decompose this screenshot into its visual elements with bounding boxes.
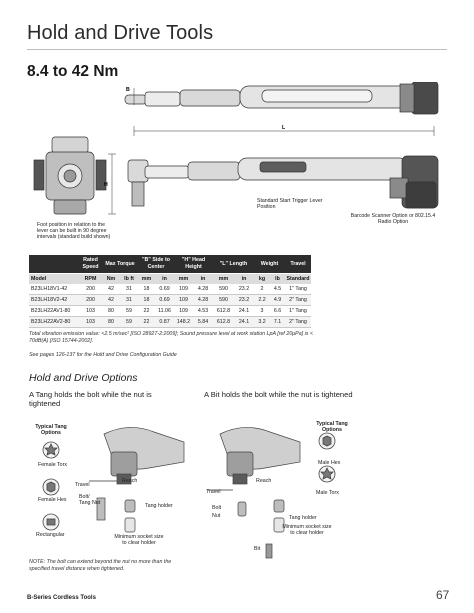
tang-parts bbox=[97, 498, 135, 532]
bit-travel-label: Travel bbox=[206, 489, 221, 495]
table-cell: 4.28 bbox=[193, 284, 213, 295]
table-cell: 22 bbox=[138, 317, 155, 328]
table-cell: 200 bbox=[79, 284, 102, 295]
table-cell: 0.87 bbox=[155, 317, 174, 328]
table-cell: 0.69 bbox=[155, 284, 174, 295]
unit-model: Model bbox=[29, 274, 79, 285]
page-number: 67 bbox=[436, 588, 450, 602]
table-cell: 4.9 bbox=[270, 295, 285, 306]
table-cell: 42 bbox=[102, 284, 120, 295]
dim-label-b: B bbox=[126, 87, 130, 93]
table-cell: 612.8 bbox=[213, 306, 234, 317]
vibration-note: Total vibration emission value: <2.5 m/sec² [ISO 28927-2:2009]; Sound pressure level at work station LpA [ref 20μPa] is < 70dB(A) [ISO 15744-2002]. bbox=[29, 331, 313, 344]
table-cell: 59 bbox=[120, 306, 138, 317]
table-cell: 109 bbox=[174, 295, 193, 306]
top-view-tool bbox=[125, 82, 438, 114]
options-note: NOTE: The bolt can extend beyond the nut no more than the specified travel distance when tightened. bbox=[29, 559, 172, 572]
table-cell: 24.1 bbox=[234, 306, 254, 317]
table-cell: 2.2 bbox=[254, 295, 270, 306]
unit-standard: Standard bbox=[285, 274, 311, 285]
title-divider bbox=[27, 49, 447, 50]
tang-min-socket-label: Minimum socket size to clear holder bbox=[114, 534, 164, 547]
trigger-note: Standard Start Trigger Lever Position bbox=[257, 198, 323, 210]
table-cell: 4.5 bbox=[270, 284, 285, 295]
tang-option-icons bbox=[43, 442, 59, 530]
nut-label: Nut bbox=[212, 513, 221, 519]
typical-tang-options-right: Typical Tang Options bbox=[316, 421, 348, 434]
male-torx-label: Male Torx bbox=[316, 490, 339, 496]
table-row bbox=[29, 295, 311, 306]
unit-kg: kg bbox=[254, 274, 270, 285]
unit-in: in bbox=[234, 274, 254, 285]
foot-position-note: Foot position in relation to the lever can be built in 90 degree intervals (standard build shown) bbox=[37, 222, 111, 240]
header-weight: Weight bbox=[254, 255, 285, 274]
bolt-label: Bolt bbox=[212, 505, 222, 511]
table-cell: 80 bbox=[102, 317, 120, 328]
bit-illustration bbox=[200, 404, 370, 564]
table-cell: 31 bbox=[120, 284, 138, 295]
header-blank bbox=[29, 255, 79, 274]
table-cell: 18 bbox=[138, 295, 155, 306]
footer-title: B-Series Cordless Tools bbox=[27, 595, 96, 601]
table-cell: 612.8 bbox=[213, 317, 234, 328]
table-cell: 6.6 bbox=[270, 306, 285, 317]
female-hex-label: Female Hex bbox=[38, 497, 67, 503]
table-cell: 590 bbox=[213, 295, 234, 306]
unit-mm: mm bbox=[213, 274, 234, 285]
table-cell: 42 bbox=[102, 295, 120, 306]
table-cell: 4.53 bbox=[193, 306, 213, 317]
header-head-height: "H" Head Height bbox=[174, 255, 213, 274]
unit-nm: Nm bbox=[102, 274, 120, 285]
scanner-note: Barcode Scanner Option or 802.15.4 Radio Option bbox=[350, 213, 436, 225]
unit-lb: lb bbox=[270, 274, 285, 285]
unit-in: in bbox=[193, 274, 213, 285]
table-cell: 23.2 bbox=[234, 295, 254, 306]
bit-heading: A Bit holds the bolt while the nut is tightened bbox=[204, 390, 353, 399]
table-cell: 103 bbox=[79, 317, 102, 328]
typical-tang-options-left: Typical Tang Options bbox=[35, 424, 67, 437]
table-cell: 3 bbox=[254, 306, 270, 317]
table-row bbox=[29, 306, 311, 317]
unit-rpm: RPM bbox=[79, 274, 102, 285]
table-cell: 59 bbox=[120, 317, 138, 328]
bit-parts bbox=[238, 500, 284, 558]
dim-label-h: H bbox=[104, 182, 108, 188]
section-title: 8.4 to 42 Nm bbox=[27, 63, 119, 80]
table-row bbox=[29, 284, 311, 295]
table-cell: 23.2 bbox=[234, 284, 254, 295]
header-travel: Travel bbox=[285, 255, 311, 274]
see-pages-note: See pages 126-137 for the Hold and Drive Configuration Guide bbox=[29, 352, 177, 358]
header-length: "L" Length bbox=[213, 255, 254, 274]
table-cell: 31 bbox=[120, 295, 138, 306]
dim-label-l: L bbox=[282, 125, 286, 131]
bit-reach-label: Reach bbox=[256, 478, 272, 484]
bit-tang-holder-label: Tang holder bbox=[289, 515, 317, 521]
table-cell: 1" Tang bbox=[285, 284, 311, 295]
header-side-to-center: "B" Side to Center bbox=[138, 255, 174, 274]
table-cell: 103 bbox=[79, 306, 102, 317]
header-max-torque: Max Torque bbox=[102, 255, 138, 274]
bit-label: Bit bbox=[254, 546, 261, 552]
table-cell: B23LH22AV1-80 bbox=[29, 306, 79, 317]
table-cell: 80 bbox=[102, 306, 120, 317]
page-title: Hold and Drive Tools bbox=[27, 22, 214, 44]
table-cell: 109 bbox=[174, 284, 193, 295]
unit-in: in bbox=[155, 274, 174, 285]
unit-mm: mm bbox=[138, 274, 155, 285]
table-cell: 5.84 bbox=[193, 317, 213, 328]
table-cell: B23LH22AV2-80 bbox=[29, 317, 79, 328]
table-cell: 2" Tang bbox=[285, 295, 311, 306]
bit-option-icons bbox=[319, 433, 335, 482]
table-cell: 24.1 bbox=[234, 317, 254, 328]
female-torx-label: Female Torx bbox=[38, 462, 68, 468]
table-cell: 148.2 bbox=[174, 317, 193, 328]
header-rated-speed: Rated Speed bbox=[79, 255, 102, 274]
tang-bolt-nut-label: Bolt/ Tang Nut bbox=[79, 494, 101, 507]
rectangular-label: Rectangular bbox=[36, 532, 65, 538]
spec-table bbox=[29, 255, 311, 328]
front-view-head bbox=[34, 137, 106, 214]
table-cell: 109 bbox=[174, 306, 193, 317]
tang-holder-label: Tang holder bbox=[145, 503, 173, 509]
unit-mm: mm bbox=[174, 274, 193, 285]
table-cell: 2" Tang bbox=[285, 317, 311, 328]
table-cell: B23LH18V2-42 bbox=[29, 295, 79, 306]
tang-tool-head bbox=[89, 427, 184, 484]
tang-reach-label: Reach bbox=[122, 478, 138, 484]
table-cell: 2 bbox=[254, 284, 270, 295]
table-cell: B23LH18V1-42 bbox=[29, 284, 79, 295]
table-cell: 22 bbox=[138, 306, 155, 317]
table-cell: 18 bbox=[138, 284, 155, 295]
table-cell: 7.1 bbox=[270, 317, 285, 328]
table-cell: 0.69 bbox=[155, 295, 174, 306]
tang-travel-label: Travel bbox=[75, 482, 90, 488]
table-cell: 200 bbox=[79, 295, 102, 306]
table-cell: 11.06 bbox=[155, 306, 174, 317]
table-row bbox=[29, 317, 311, 328]
table-cell: 3.2 bbox=[254, 317, 270, 328]
bit-tool-head bbox=[208, 427, 300, 490]
table-cell: 1" Tang bbox=[285, 306, 311, 317]
table-cell: 4.28 bbox=[193, 295, 213, 306]
unit-lbft: lb ft bbox=[120, 274, 138, 285]
male-hex-label: Male Hex bbox=[318, 460, 341, 466]
options-title: Hold and Drive Options bbox=[29, 372, 138, 384]
tang-heading: A Tang holds the bolt while the nut is tightened bbox=[29, 390, 152, 408]
bit-min-socket-label: Minimum socket size to clear holder bbox=[282, 524, 332, 537]
table-cell: 590 bbox=[213, 284, 234, 295]
